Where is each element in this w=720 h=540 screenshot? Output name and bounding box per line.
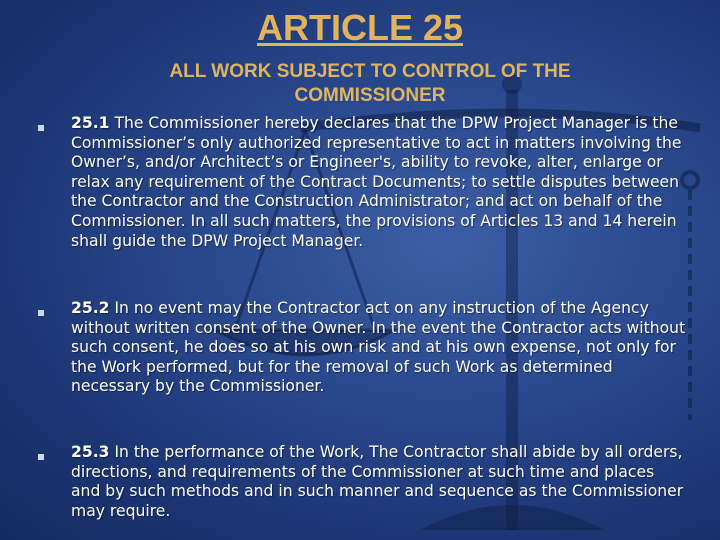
section-text: The Commissioner hereby declares that the DPW Project Manager is the Commissioner’s only authorized representative to act in matters involving the Owner’s, and/or Architect’s or Engineer's, ability to revoke, alter, enlarge or relax any requirement of the Contract Documents; to settle disputes between the Contractor and the Construction Administrator; and act on behalf of the Commissioner. In all such matters, the provisions of Articles 13 and 14 herein shall guide the DPW Project Manager. [71,114,682,250]
slide-title: ARTICLE 25 [256,7,464,48]
article-paragraph [71,443,686,521]
square-bullet-icon [38,310,44,316]
slide-subtitle: ALL WORK SUBJECT TO CONTROL OF THE COMMISSIONER [169,61,571,106]
section-text: In the performance of the Work, The Contractor shall abide by all orders, directions, and requirements of the Commissioner at such time and places and by such methods and in such manner and sequence as the Commissioner may require. [71,443,684,520]
square-bullet-icon [38,125,44,131]
square-bullet-icon [38,454,44,460]
section-text: In no event may the Contractor act on any instruction of the Agency without written consent of the Owner. In the event the Contractor acts without such consent, he does so at his own risk and at his own expense, not only for the Work performed, but for the removal of such Work as determined necessary by the Commissioner. [71,299,686,396]
article-paragraph [71,299,686,397]
section-number: 25.3 [71,443,110,461]
section-number: 25.2 [71,299,110,317]
section-number: 25.1 [71,114,110,132]
article-paragraph [71,114,686,251]
